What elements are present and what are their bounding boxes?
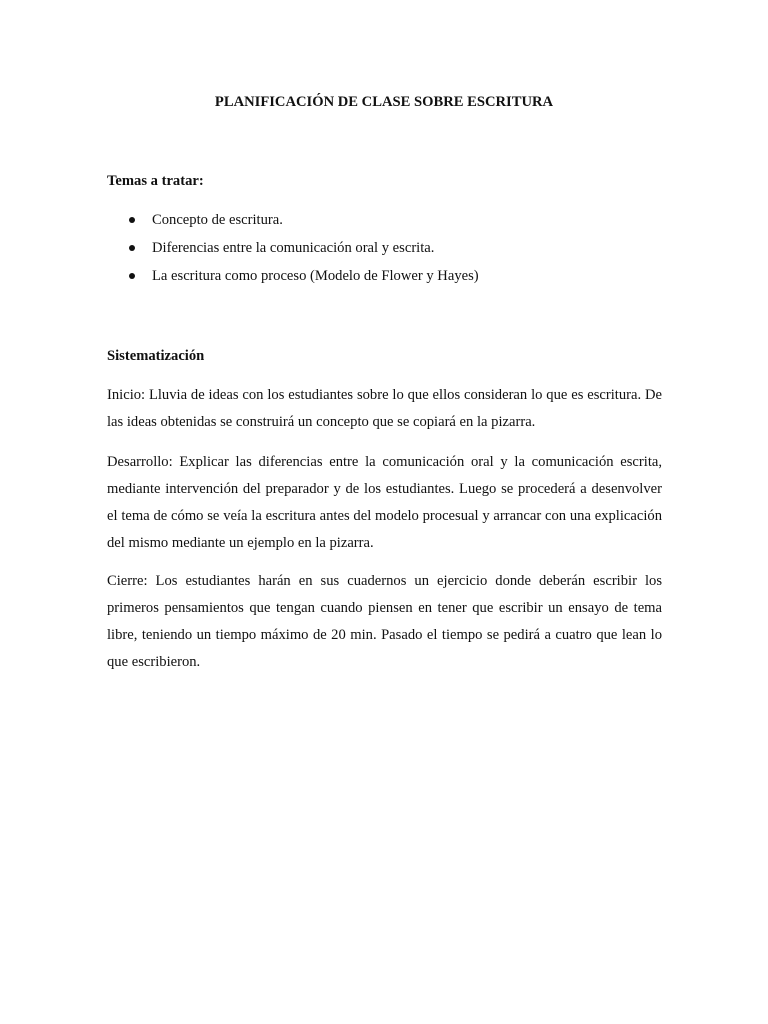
cierre-paragraph: Cierre: Los estudiantes harán en sus cuadernos un ejercicio donde deberán escribir los primeros pensamientos que tengan cuando piensen en tener que escribir un ensayo de tema libre, teniendo un tiempo máximo de 20 min. Pasado el tiempo se pedirá a cuatro que lean lo que escribieron. [107, 573, 662, 670]
list-item [107, 238, 667, 258]
topic-text: Concepto de escritura. [152, 212, 283, 228]
list-item [107, 266, 667, 286]
systematization-heading: Sistematización [107, 348, 205, 364]
document-title: PLANIFICACIÓN DE CLASE SOBRE ESCRITURA [214, 94, 554, 110]
list-item [107, 210, 667, 230]
topics-heading: Temas a tratar: [107, 173, 204, 189]
bullet-icon [129, 217, 135, 223]
desarrollo-paragraph: Desarrollo: Explicar las diferencias entre la comunicación oral y la comunicación escrita, mediante intervención del preparador y de los estudiantes. Luego se procederá a desenvolver el tema de cómo se veía la escritura antes del modelo procesual y arrancar con una explicación del mismo mediante un ejemplo en la pizarra. [107, 454, 662, 551]
bullet-icon [129, 245, 135, 251]
topic-text: Diferencias entre la comunicación oral y escrita. [152, 240, 435, 256]
bullet-icon [129, 273, 135, 279]
inicio-paragraph: Inicio: Lluvia de ideas con los estudiantes sobre lo que ellos consideran lo que es escritura. De las ideas obtenidas se construirá un concepto que se copiará en la pizarra. [107, 387, 662, 430]
topics-list [107, 210, 667, 294]
topic-text: La escritura como proceso (Modelo de Flower y Hayes) [152, 268, 479, 284]
